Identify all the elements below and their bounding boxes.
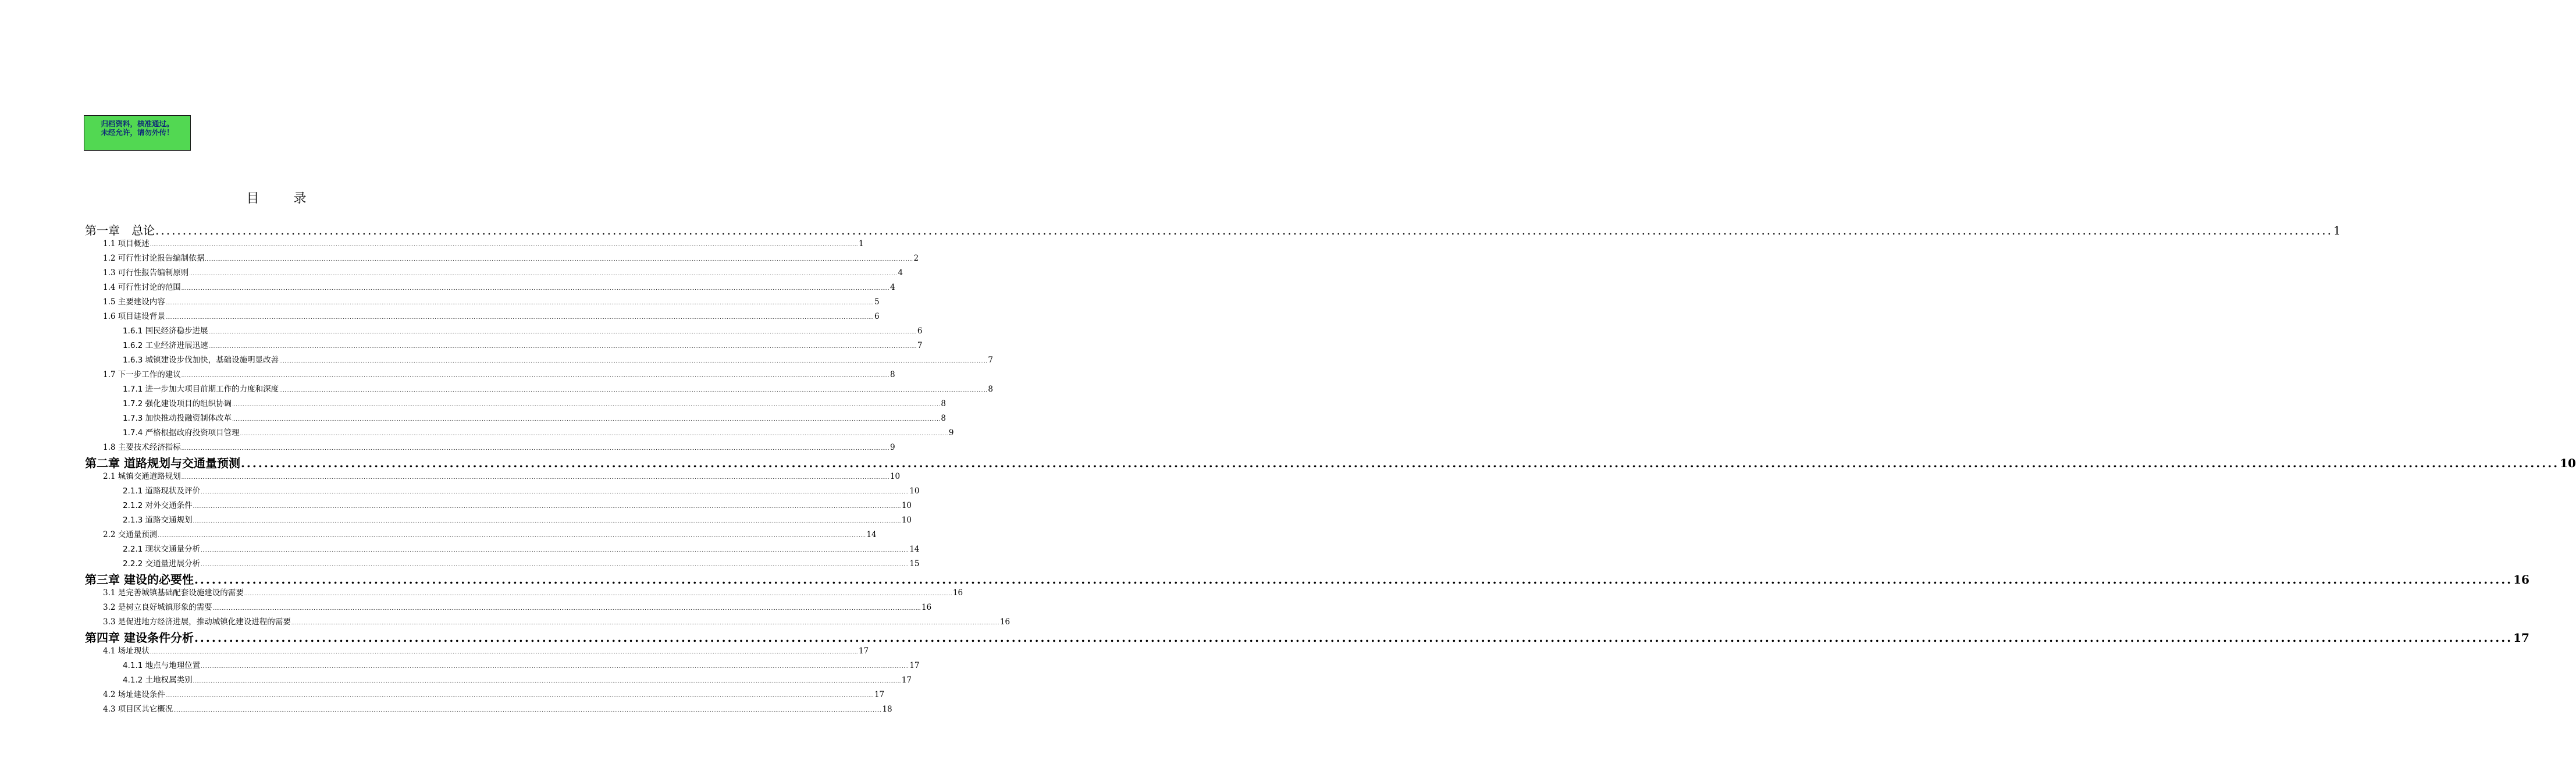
toc-entry-title: 3.3 是促进地方经济进展，推动城镇化建设进程的需要 (103, 617, 291, 627)
toc-entry-title (123, 382, 279, 394)
toc-entry-number: 2.2.1 (123, 545, 143, 554)
toc-leader-dots: ................................................................................................................................................................................................................................................................................................................................................................................................................ (205, 257, 913, 262)
toc-entry-title: 1.2 可行性讨论报告编制依据 (103, 254, 205, 263)
toc-leader-dots: ................................................................................................................................................................................................................................................................................................................................................................................................................ (194, 573, 2513, 586)
toc-page-number: 17 (858, 646, 869, 656)
toc-entry[interactable] (103, 310, 880, 321)
toc-entry[interactable] (85, 221, 2341, 237)
toc-page-number: 9 (948, 428, 954, 438)
toc-entry-title (123, 397, 232, 408)
toc-leader-dots: ................................................................................................................................................................................................................................................................................................................................................................................................................ (165, 315, 874, 320)
toc-entry[interactable] (85, 570, 2529, 586)
toc-entry[interactable] (123, 411, 946, 423)
toc-page-number: 16 (952, 588, 963, 598)
toc-page-number: 8 (941, 414, 946, 423)
toc-entry[interactable] (103, 295, 880, 307)
toc-leader-dots: ................................................................................................................................................................................................................................................................................................................................................................................................................ (201, 562, 909, 567)
toc-page-number: 8 (889, 370, 895, 379)
toc-leader-dots: ................................................................................................................................................................................................................................................................................................................................................................................................................ (181, 373, 889, 378)
toc-entry-title (123, 513, 193, 525)
toc-leader-dots: ................................................................................................................................................................................................................................................................................................................................................................................................................ (150, 649, 858, 655)
toc-page-number: 17 (909, 661, 920, 670)
toc-entry-number: 2.1.2 (123, 501, 143, 510)
toc-page-number: 10 (901, 501, 912, 510)
toc-page-number: 7 (917, 341, 923, 350)
toc-entry-number: 1.6.2 (123, 341, 143, 350)
toc-entry[interactable] (123, 324, 923, 336)
toc-entry-title (123, 659, 200, 670)
toc-leader-dots: ................................................................................................................................................................................................................................................................................................................................................................................................................ (189, 271, 898, 276)
toc-leader-dots: ................................................................................................................................................................................................................................................................................................................................................................................................................ (201, 548, 909, 553)
toc-page-number: 16 (999, 617, 1011, 627)
toc-entry[interactable] (123, 339, 923, 350)
toc-entry[interactable] (103, 586, 963, 598)
toc-entry-number: 4.1.1 (123, 661, 143, 670)
toc-entry-number: 1.7.3 (123, 414, 143, 423)
toc-page-number: 9 (889, 443, 895, 452)
toc-entry[interactable] (123, 426, 954, 438)
toc-entry[interactable] (123, 513, 912, 525)
toc-page-number: 10 (2560, 456, 2576, 470)
toc-page-number: 7 (988, 356, 993, 365)
toc-page-number: 14 (866, 530, 877, 539)
archive-stamp (84, 115, 191, 151)
toc-page-number: 6 (874, 312, 880, 321)
toc-entry-text: 地点与地理位置 (143, 661, 201, 670)
toc-entry[interactable] (123, 353, 993, 365)
stamp-line-1: 归档资料，核准通过。 (101, 119, 174, 128)
toc-leader-dots: ................................................................................................................................................................................................................................................................................................................................................................................................................ (193, 518, 901, 524)
toc-entry-title (123, 673, 193, 685)
toc-entry[interactable] (85, 628, 2529, 645)
toc-entry[interactable] (123, 542, 920, 554)
toc-entry-title (123, 353, 279, 365)
toc-entry-text: 对外交通条件 (143, 501, 193, 510)
toc-page-number: 15 (909, 559, 920, 568)
toc-entry[interactable] (103, 528, 877, 539)
toc-leader-dots: ................................................................................................................................................................................................................................................................................................................................................................................................................ (181, 286, 889, 291)
toc-page-number: 8 (988, 385, 993, 394)
toc-entry[interactable] (123, 659, 920, 670)
toc-entry-text: 道路现状及评价 (143, 486, 201, 496)
toc-leader-dots: ................................................................................................................................................................................................................................................................................................................................................................................................................ (279, 388, 988, 393)
toc-entry[interactable] (103, 644, 869, 656)
toc-entry-number: 2.1.3 (123, 516, 143, 525)
toc-page-number: 10 (889, 472, 901, 481)
toc-entry[interactable] (85, 454, 2576, 470)
toc-page-number: 17 (2513, 631, 2529, 645)
toc-entry-title: 4.2 场址建设条件 (103, 690, 165, 699)
toc-entry-title (123, 499, 193, 510)
toc-leader-dots: ................................................................................................................................................................................................................................................................................................................................................................................................................ (240, 456, 2560, 470)
toc-entry-text: 土地权属类别 (143, 676, 193, 685)
toc-entry-number: 4.1.2 (123, 676, 143, 685)
toc-entry-title: 1.6 项目建设背景 (103, 312, 165, 321)
toc-leader-dots: ................................................................................................................................................................................................................................................................................................................................................................................................................ (232, 402, 941, 407)
toc-leader-dots: ................................................................................................................................................................................................................................................................................................................................................................................................................ (291, 620, 999, 625)
toc-entry[interactable] (103, 470, 901, 481)
toc-leader-dots: ................................................................................................................................................................................................................................................................................................................................................................................................................ (173, 708, 882, 713)
toc-leader-dots: ................................................................................................................................................................................................................................................................................................................................................................................................................ (155, 223, 2333, 237)
page-title: 目 录 (246, 191, 322, 206)
toc-entry-title: 2.1 城镇交通道路规划 (103, 472, 181, 481)
toc-entry[interactable] (103, 440, 895, 452)
toc-entry-number: 1.7.2 (123, 399, 143, 408)
toc-entry[interactable] (123, 673, 912, 685)
toc-entry-title: 1.1 项目概述 (103, 239, 150, 248)
toc-leader-dots: ................................................................................................................................................................................................................................................................................................................................................................................................................ (208, 344, 917, 349)
toc-page-number: 2 (913, 254, 919, 263)
toc-entry[interactable] (103, 237, 864, 248)
toc-entry-title: 第一章 总论 (85, 223, 155, 237)
toc-entry[interactable] (103, 266, 903, 278)
toc-leader-dots: ................................................................................................................................................................................................................................................................................................................................................................................................................ (181, 446, 889, 451)
toc-entry[interactable] (123, 557, 920, 568)
toc-entry-title: 4.3 项目区其它概况 (103, 705, 173, 714)
toc-entry-text: 强化建设项目的组织协调 (143, 399, 232, 408)
toc-entry-title: 4.1 场址现状 (103, 646, 150, 656)
toc-leader-dots: ................................................................................................................................................................................................................................................................................................................................................................................................................ (232, 417, 941, 422)
toc-entry-number: 2.1.1 (123, 486, 143, 496)
toc-entry-text: 城镇建设步伐加快，基础设施明显改善 (143, 356, 279, 365)
toc-page-number: 5 (874, 297, 880, 307)
toc-entry-title: 1.4 可行性讨论的范围 (103, 283, 181, 292)
toc-entry-number: 1.7.1 (123, 385, 143, 394)
toc-entry-text: 严格根据政府投资项目管理 (143, 428, 240, 438)
toc-entry-text: 现状交通量分析 (143, 545, 201, 554)
toc-entry-title (123, 426, 240, 438)
toc-page-number: 6 (917, 326, 923, 336)
toc-leader-dots: ................................................................................................................................................................................................................................................................................................................................................................................................................ (201, 664, 909, 669)
toc-leader-dots: ................................................................................................................................................................................................................................................................................................................................................................................................................ (158, 533, 866, 538)
toc-entry-title: 1.3 可行性报告编制原则 (103, 268, 189, 278)
toc-page-number: 4 (898, 268, 903, 278)
toc-entry-text: 国民经济稳步进展 (143, 326, 208, 336)
toc-entry[interactable] (103, 251, 919, 263)
toc-page-number: 4 (889, 283, 895, 292)
toc-entry-title: 第三章 建设的必要性 (85, 573, 194, 586)
toc-entry-title (123, 339, 208, 350)
toc-entry-title: 3.2 是树立良好城镇形象的需要 (103, 603, 212, 612)
toc-leader-dots: ................................................................................................................................................................................................................................................................................................................................................................................................................ (193, 678, 901, 684)
toc-entry[interactable] (103, 702, 892, 714)
toc-entry-title: 1.8 主要技术经济指标 (103, 443, 181, 452)
toc-leader-dots: ................................................................................................................................................................................................................................................................................................................................................................................................................ (240, 431, 948, 436)
toc-entry[interactable] (103, 615, 1011, 627)
toc-entry-number: 1.6.3 (123, 356, 143, 365)
toc-entry-title (123, 324, 208, 336)
toc-leader-dots: ................................................................................................................................................................................................................................................................................................................................................................................................................ (181, 475, 889, 480)
toc-leader-dots: ................................................................................................................................................................................................................................................................................................................................................................................................................ (279, 358, 988, 364)
toc-entry-text: 交通量进展分析 (143, 559, 201, 568)
toc-entry-text: 进一步加大项目前期工作的力度和深度 (143, 385, 279, 394)
toc-entry-title: 1.5 主要建设内容 (103, 297, 165, 307)
toc-page-number: 8 (941, 399, 946, 408)
toc-page-number: 17 (901, 676, 912, 685)
toc-entry[interactable] (123, 499, 912, 510)
toc-entry-title: 3.1 是完善城镇基础配套设施建设的需要 (103, 588, 244, 598)
toc-entry-title: 1.7 下一步工作的建议 (103, 370, 181, 379)
toc-entry[interactable] (123, 484, 920, 496)
toc-page-number: 1 (858, 239, 864, 248)
toc-page-number: 16 (2513, 573, 2529, 586)
toc-entry-title: 第四章 建设条件分析 (85, 631, 194, 645)
toc-leader-dots: ................................................................................................................................................................................................................................................................................................................................................................................................................ (150, 242, 858, 247)
toc-entry-number: 1.6.1 (123, 326, 143, 336)
toc-entry[interactable] (103, 280, 895, 292)
toc-entry-title (123, 411, 232, 423)
toc-entry-title: 第二章 道路规划与交通量预测 (85, 456, 240, 470)
toc-entry[interactable] (103, 368, 895, 379)
toc-leader-dots: ................................................................................................................................................................................................................................................................................................................................................................................................................ (194, 631, 2513, 645)
toc-entry[interactable] (103, 600, 932, 612)
toc-leader-dots: ................................................................................................................................................................................................................................................................................................................................................................................................................ (244, 591, 952, 596)
toc-page-number: 14 (909, 545, 920, 554)
stamp-line-2: 未经允许，请勿外传！ (101, 128, 174, 137)
toc-entry-text: 加快推动投融资制体改革 (143, 414, 232, 423)
toc-leader-dots: ................................................................................................................................................................................................................................................................................................................................................................................................................ (165, 693, 874, 698)
toc-page-number: 10 (909, 486, 920, 496)
toc-entry-text: 道路交通规划 (143, 516, 193, 525)
toc-leader-dots: ................................................................................................................................................................................................................................................................................................................................................................................................................ (201, 489, 909, 495)
toc-page-number: 10 (901, 516, 912, 525)
toc-page-number: 18 (882, 705, 892, 714)
toc-leader-dots: ................................................................................................................................................................................................................................................................................................................................................................................................................ (212, 606, 921, 611)
toc-entry-text: 工业经济进展迅速 (143, 341, 208, 350)
toc-page-number: 17 (874, 690, 885, 699)
toc-entry-title (123, 542, 200, 554)
toc-entry-number: 2.2.2 (123, 559, 143, 568)
toc-leader-dots: ................................................................................................................................................................................................................................................................................................................................................................................................................ (193, 504, 901, 509)
toc-page-number: 1 (2333, 223, 2341, 237)
toc-entry[interactable] (123, 382, 993, 394)
toc-entry[interactable] (103, 688, 885, 699)
toc-entry-title: 2.2 交通量预测 (103, 530, 158, 539)
toc-leader-dots: ................................................................................................................................................................................................................................................................................................................................................................................................................ (165, 300, 874, 305)
toc-entry-title (123, 484, 200, 496)
toc-entry-title (123, 557, 200, 568)
toc-page-number: 16 (921, 603, 932, 612)
toc-entry[interactable] (123, 397, 946, 408)
toc-entry-number: 1.7.4 (123, 428, 143, 438)
toc-leader-dots: ................................................................................................................................................................................................................................................................................................................................................................................................................ (208, 329, 917, 335)
